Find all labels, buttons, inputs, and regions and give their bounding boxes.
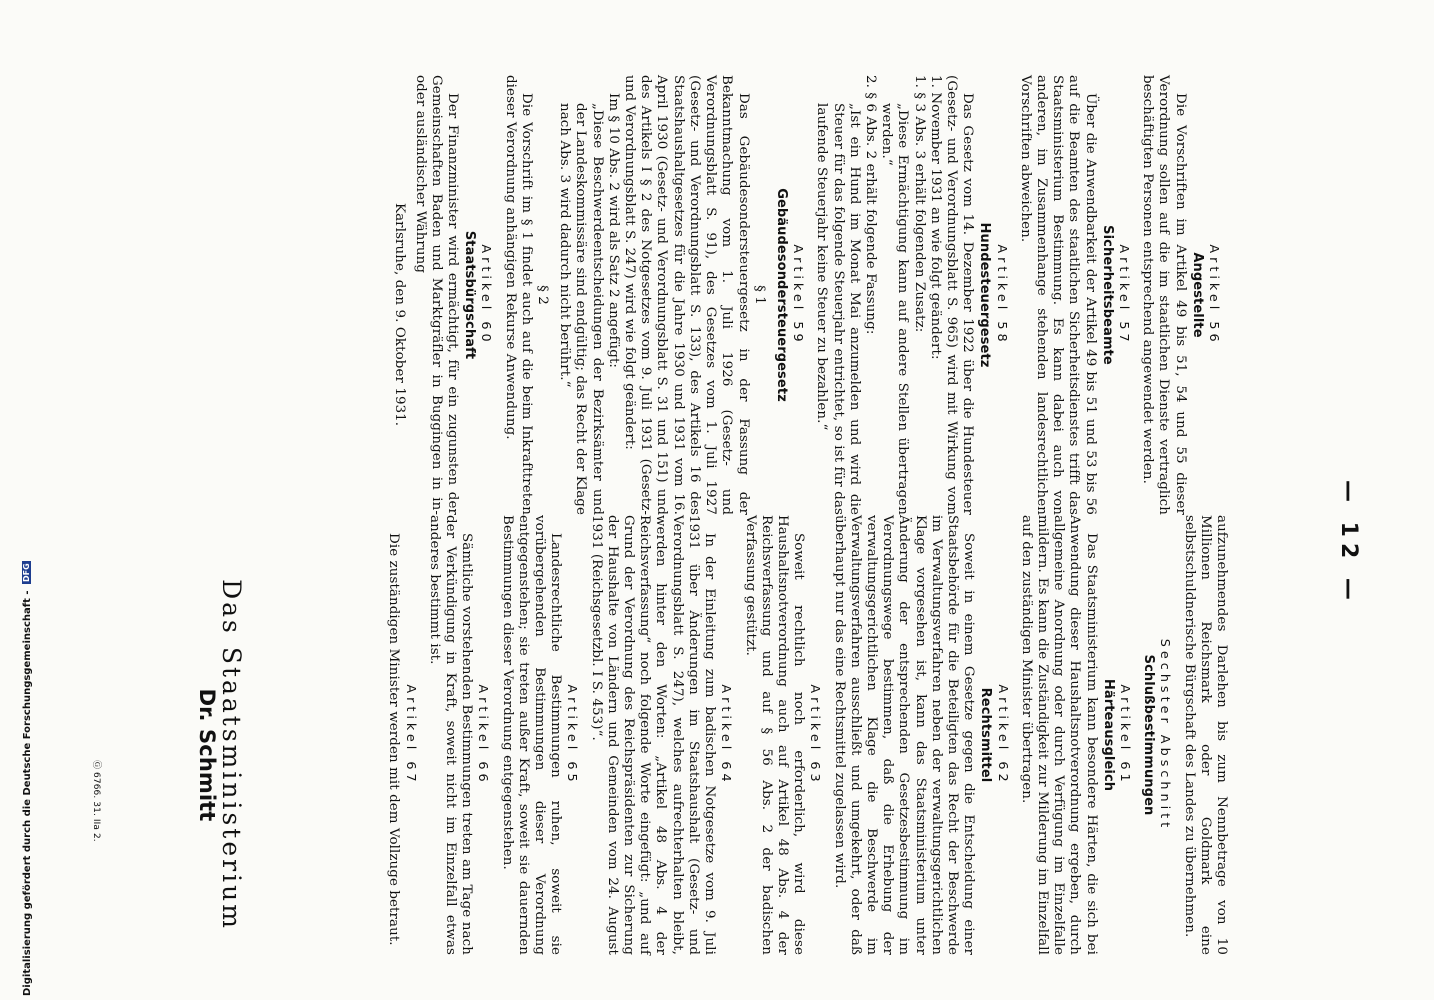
place-date-line: Karlsruhe, den 9. Oktober 1931. — [392, 203, 408, 427]
print-code: Ⓖ 6766. 31. IIa 2. — [91, 760, 101, 842]
article-66 — [426, 515, 491, 955]
dfg-logo-icon: DFG — [22, 563, 31, 582]
article-title: Artikel 56 — [1206, 244, 1221, 346]
article-60 — [411, 75, 493, 515]
chapter-heading: Schlußbestimmungen — [1141, 654, 1157, 816]
article-text: Der Finanzminister wird ermächtigt, für ein zugunsten der Gemeinschaften Baden und Marktgräfler in Buggingen in in- oder ausländischer Währung — [412, 75, 461, 515]
article-heading: Härteausgleich — [1100, 678, 1116, 792]
amendment-quote: „Diese Beschwerdeentscheidungen der Bezirksämter und der Landeskommissäre sind endgültig; das Recht der Klage nach Abs. 3 wird dadurch nicht berührt.“ — [557, 103, 605, 515]
article-text: Das Gebäudesondersteuergesetz in der Fassung der Bekanntmachung vom 1. Juli 1926 (Gesetz- und Verordnungsblatt S. 91), des Gesetzes vom 1. Juli 1927 (Gesetz- und Verordnungsblatt S. 133), des Artikels 16 des Staatshaushaltgesetzes für die Jahre 1930 und 1931 vom 16. April 1930 (Gesetz- und Verordnungsblatt S. 31 und 151) und des Artikels I § 2 des Notgesetzes vom 9. Juli 1931 (Gesetz- und Verordnungsblatt S. 247) wird wie folgt geändert: — [622, 75, 751, 515]
article-64 — [587, 515, 733, 955]
article-text: Landesrechtliche Bestimmungen ruhen, soweit sie vorübergehenden Bestimmungen dieser Verordnung entgegenstehen; sie treten außer Kraft, soweit sie dauernden Bestimmungen dieser Verordnung entgegenstehen. — [499, 515, 564, 955]
signature-ministry: Das Staatsministerium — [217, 579, 246, 931]
section-mark: § 2 — [535, 285, 551, 305]
article-text: Die Vorschrift im § 1 findet auch auf die beim Inkrafttreten dieser Verordnung anhängigen Rekurse Anwendung. — [502, 75, 534, 515]
article-text: Das Gesetz vom 14. Dezember 1922 über die Hundesteuer (Gesetz- und Verordnungsblatt S. 965) wird mit Wirkung vom 1. November 1931 an wie folgt geändert: — [927, 75, 976, 515]
article-heading: Rechtsmittel — [978, 687, 994, 783]
left-column — [391, 75, 1229, 515]
article-title: Artikel 67 — [402, 684, 418, 786]
digitization-footer — [0, 600, 22, 1000]
article-title: Artikel 57 — [1115, 244, 1131, 346]
page-number: — 12 — — [1336, 480, 1361, 606]
signature-name: Dr. Schmitt — [194, 688, 219, 822]
article-title: Artikel 61 — [1116, 684, 1132, 786]
amendment-item: 2. § 6 Abs. 2 erhält folgende Fassung: — [862, 75, 878, 335]
article-65 — [498, 515, 579, 955]
article-63 — [741, 515, 822, 955]
article-57 — [1017, 75, 1131, 515]
article-heading: Sicherheitsbeamte — [1099, 225, 1115, 365]
article-title: Artikel 62 — [994, 684, 1010, 786]
continued-text: aufzunehmendes Darlehen bis zum Nennbetrage von 10 Millionen Reichsmark oder Goldmark eine selbstschuldnerische Bürgschaft des Landes zu übernehmen. — [1181, 515, 1229, 955]
article-title: Artikel 60 — [478, 244, 494, 346]
article-title: Artikel 65 — [564, 684, 580, 786]
digitization-footer-text — [22, 563, 33, 996]
article-title: Artikel 59 — [790, 244, 806, 346]
article-text: Die Vorschriften im Artikel 49 bis 51, 54 und 55 dieser Verordnung sollen auf die im staatlichen Dienste vertraglich beschäftigten Personen entsprechend angewendet werden. — [1140, 75, 1188, 515]
article-58 — [813, 75, 1008, 515]
article-text: Im § 10 Abs. 2 wird als Satz 2 angefügt: — [605, 93, 621, 369]
article-59 — [501, 75, 805, 515]
article-text: In der Einleitung zum badischen Notgesetze vom 9. Juli 1931 über Änderungen im Staatshaushalt (Gesetz- und Verordnungsblatt S. 247), welches aufrechterhalten bleibt, werden hinter den Worten: „Artikel 48 Abs. 4 der Reichsverfassung“ noch folgende Worte eingefügt: „und auf Grund der Verordnung des Reichspräsidenten zur Sicherung der Haushalte von Ländern und Gemeinden vom 24. August 1931 (Reichsgesetzbl. I S. 453)“. — [588, 515, 718, 955]
article-61 — [1018, 515, 1132, 955]
article-title: Artikel 63 — [807, 684, 823, 786]
article-title: Artikel 66 — [475, 684, 491, 786]
article-heading: Angestellte — [1189, 252, 1205, 338]
article-text: Soweit rechtlich noch erforderlich, wird diese Haushaltsnotverordnung auch auf Artikel 48 Abs. 4 der Reichsverfassung und auf § 56 Abs. 2 der badischen Verfassung gestützt. — [742, 515, 807, 955]
article-text: Über die Anwendbarkeit der Artikel 49 bis 51 und 53 bis 56 auf die Beamten des staatlichen Sicherheitsdienstes trifft das Staatsministerium Bestimmung. Es kann dabei auch von anderen, im Zusammenhange stehenden landesrechtlichen Vorschriften abweichen. — [1017, 75, 1098, 515]
article-title: Artikel 64 — [718, 684, 734, 786]
article-heading: Gebäudesondersteuergesetz — [773, 188, 789, 402]
article-text: Soweit in einem Gesetze gegen die Entscheidung einer Staatsbehörde für die Beteiligten das Recht der Beschwerde im Verwaltungsverfahren neben der verwaltungsgerichtlichen Klage vorgesehen ist, kann das Staatsministerium unter Änderung der entsprechenden Gesetzesbestimmung im Verordnungswege bestimmen, daß die Erhebung der verwaltungsgerichtlichen Klage die Beschwerde im Verwaltungsverfahren ausschließt und umgekehrt, oder daß überhaupt nur das eine Rechtsmittel zugelassen wird. — [831, 515, 977, 955]
article-text: Das Staatsministerium kann besondere Härten, die sich bei Anwendung dieser Haushaltsnotverordnung ergeben, durch allgemeine Anordnung oder durch Verfügung im Einzelfalle mildern. Es kann die Zuständigkeit zur Milderung im Einzelfall auf den zuständigen Minister übertragen. — [1018, 515, 1099, 955]
amendment-quote: „Diese Ermächtigung kann auf andere Stellen übertragen werden.“ — [879, 103, 911, 515]
article-heading: Hundesteuergesetz — [977, 222, 993, 368]
amendment-item: 1. § 3 Abs. 3 erhält folgenden Zusatz: — [911, 75, 927, 333]
article-56 — [1139, 75, 1221, 515]
article-title: Artikel 58 — [993, 244, 1009, 346]
article-heading: Staatsbürgschaft — [462, 230, 478, 360]
amendment-quote: „Ist ein Hund im Monat Mai anzumelden und wird die Steuer für das folgende Steuerjahr entrichtet, so ist für das laufende Steuerjahr keine Steuer zu bezahlen.“ — [814, 103, 862, 515]
chapter-title: Sechster Abschnitt — [1157, 638, 1173, 832]
signature-block — [194, 555, 246, 955]
article-67 — [385, 515, 417, 955]
article-text: Sämtliche vorstehenden Bestimmungen treten am Tage nach der Verkündigung in Kraft, soweit nicht im Einzelfall etwas anderes bestimmt ist. — [426, 515, 475, 955]
article-text: Die zuständigen Minister werden mit dem Vollzuge betraut. — [386, 533, 402, 946]
article-62 — [830, 515, 1009, 955]
right-column — [385, 515, 1229, 955]
section-mark: § 1 — [751, 285, 767, 305]
footer-label: Digitalisierung gefördert durch die Deutsche Forschungsgemeinschaft - — [22, 590, 33, 996]
